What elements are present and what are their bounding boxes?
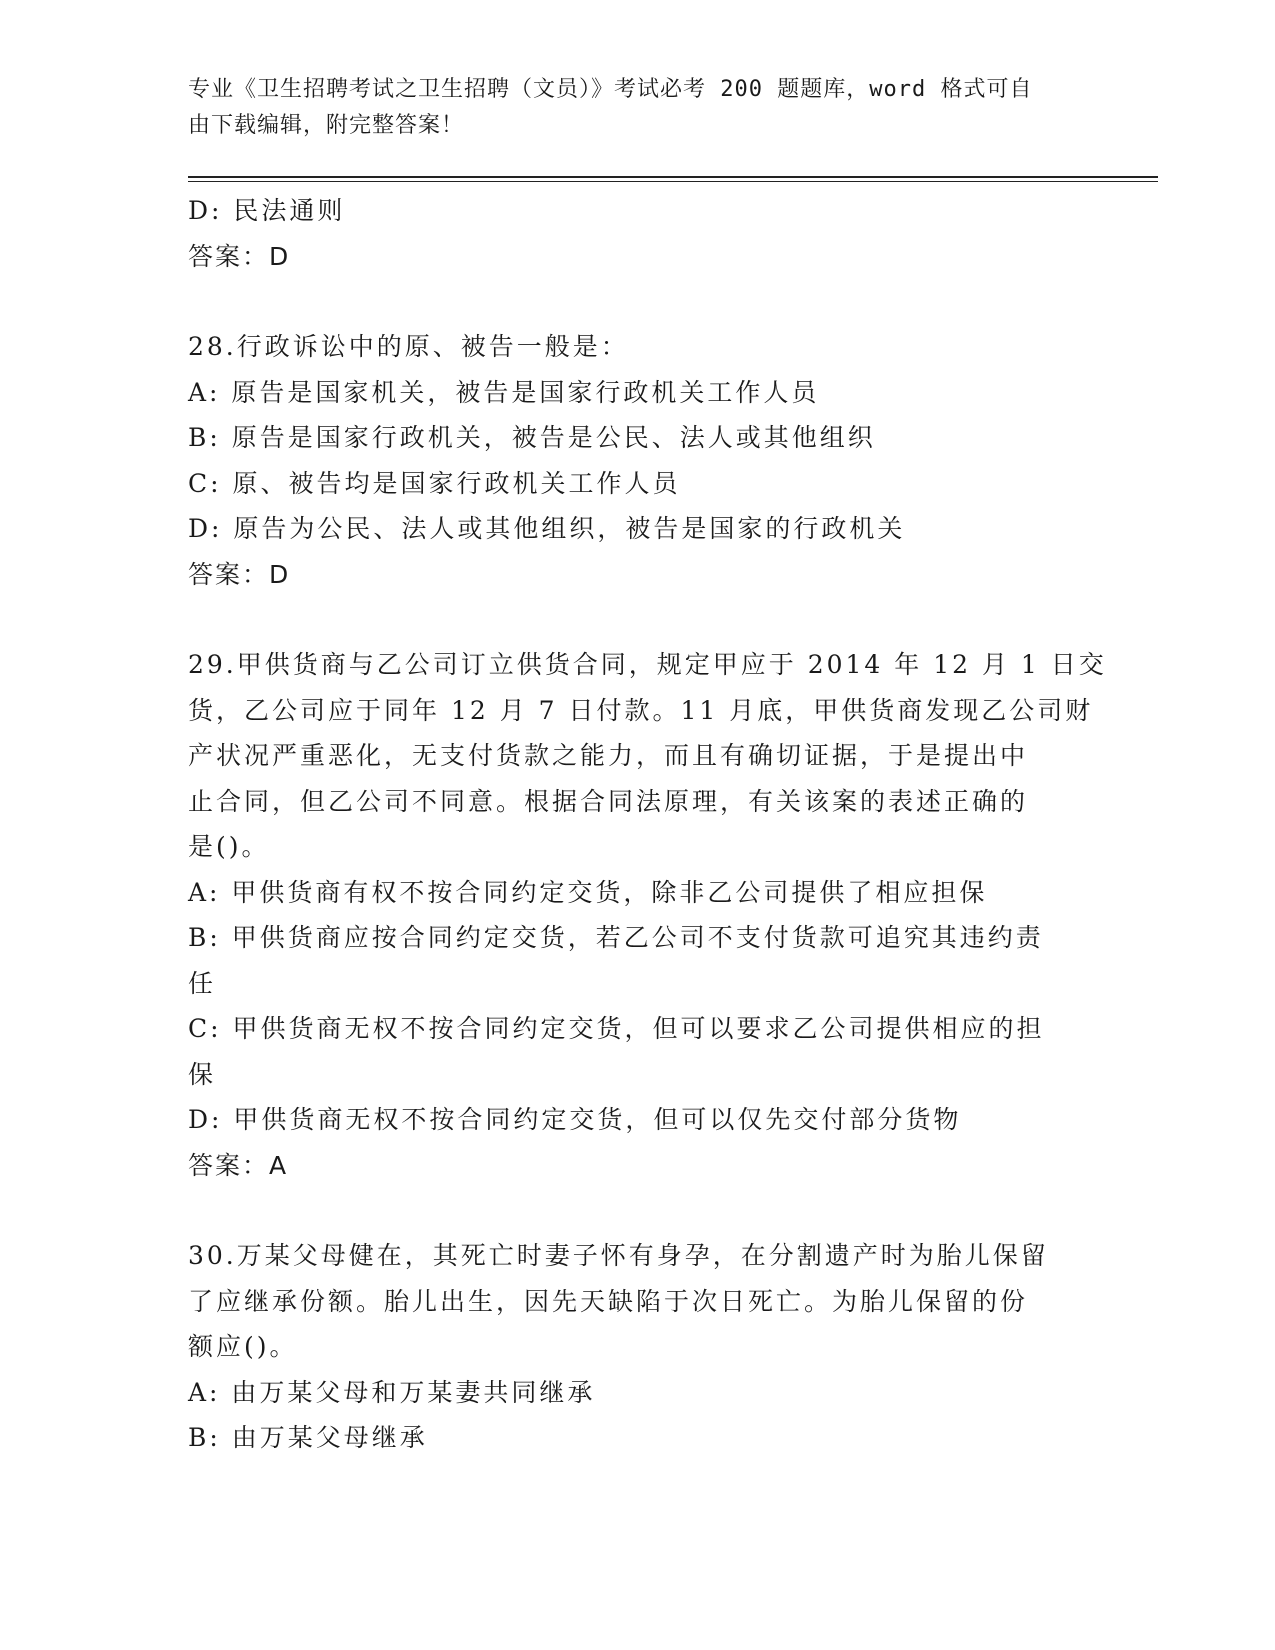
question-29	[188, 642, 1107, 1188]
option-a: A: 原告是国家机关，被告是国家行政机关工作人员	[188, 377, 820, 407]
option-b: B: 原告是国家行政机关，被告是公民、法人或其他组织	[188, 423, 876, 452]
option-d: D: 原告为公民、法人或其他组织，被告是国家的行政机关	[188, 514, 906, 543]
header-line-2: 由下载编辑，附完整答案！	[188, 113, 465, 138]
header-divider-thick	[188, 176, 1158, 178]
option-a: A: 甲供货商有权不按合同约定交货，除非乙公司提供了相应担保	[188, 877, 988, 907]
option-c-line: C: 甲供货商无权不按合同约定交货，但可以要求乙公司提供相应的担	[188, 1014, 1045, 1043]
prev-answer: 答案：D	[188, 241, 291, 271]
option-b-line: 任	[188, 968, 217, 998]
question-content	[188, 188, 1107, 1461]
option-c-line: 保	[188, 1059, 217, 1089]
option-b: B: 由万某父母继承	[188, 1423, 428, 1452]
header-line-1: 专业《卫生招聘考试之卫生招聘（文员）》考试必考 200 题题库，word 格式可自	[188, 77, 1033, 102]
question-stem-line: 货，乙公司应于同年 12 月 7 日付款。11 月底，甲供货商发现乙公司财	[188, 695, 1094, 725]
prev-option-d: D: 民法通则	[188, 196, 346, 225]
question-stem-line: 29.甲供货商与乙公司订立供货合同，规定甲应于 2014 年 12 月 1 日交	[188, 650, 1107, 679]
question-stem: 28.行政诉讼中的原、被告一般是：	[188, 332, 629, 361]
question-stem-line: 是()。	[188, 832, 270, 861]
answer: 答案：D	[188, 559, 291, 589]
question-30	[188, 1233, 1088, 1461]
option-c: C: 原、被告均是国家行政机关工作人员	[188, 468, 681, 498]
question-stem-line: 了应继承份额。胎儿出生，因先天缺陷于次日死亡。为胎儿保留的份	[188, 1286, 1029, 1316]
question-28	[188, 324, 1088, 597]
question-stem-line: 止合同，但乙公司不同意。根据合同法原理，有关该案的表述正确的	[188, 786, 1029, 816]
answer: 答案：A	[188, 1150, 289, 1180]
question-stem-line: 30.万某父母健在，其死亡时妻子怀有身孕，在分割遗产时为胎儿保留	[188, 1241, 1049, 1270]
document-header	[188, 72, 1088, 144]
option-b-line: B: 甲供货商应按合同约定交货，若乙公司不支付货款可追究其违约责	[188, 923, 1044, 952]
header-divider-thin	[188, 181, 1158, 182]
question-stem-line: 额应()。	[188, 1332, 298, 1361]
question-stem-line: 产状况严重恶化，无支付货款之能力，而且有确切证据，于是提出中	[188, 741, 1029, 770]
option-d: D: 甲供货商无权不按合同约定交货，但可以仅先交付部分货物	[188, 1105, 962, 1134]
option-a: A: 由万某父母和万某妻共同继承	[188, 1377, 596, 1407]
